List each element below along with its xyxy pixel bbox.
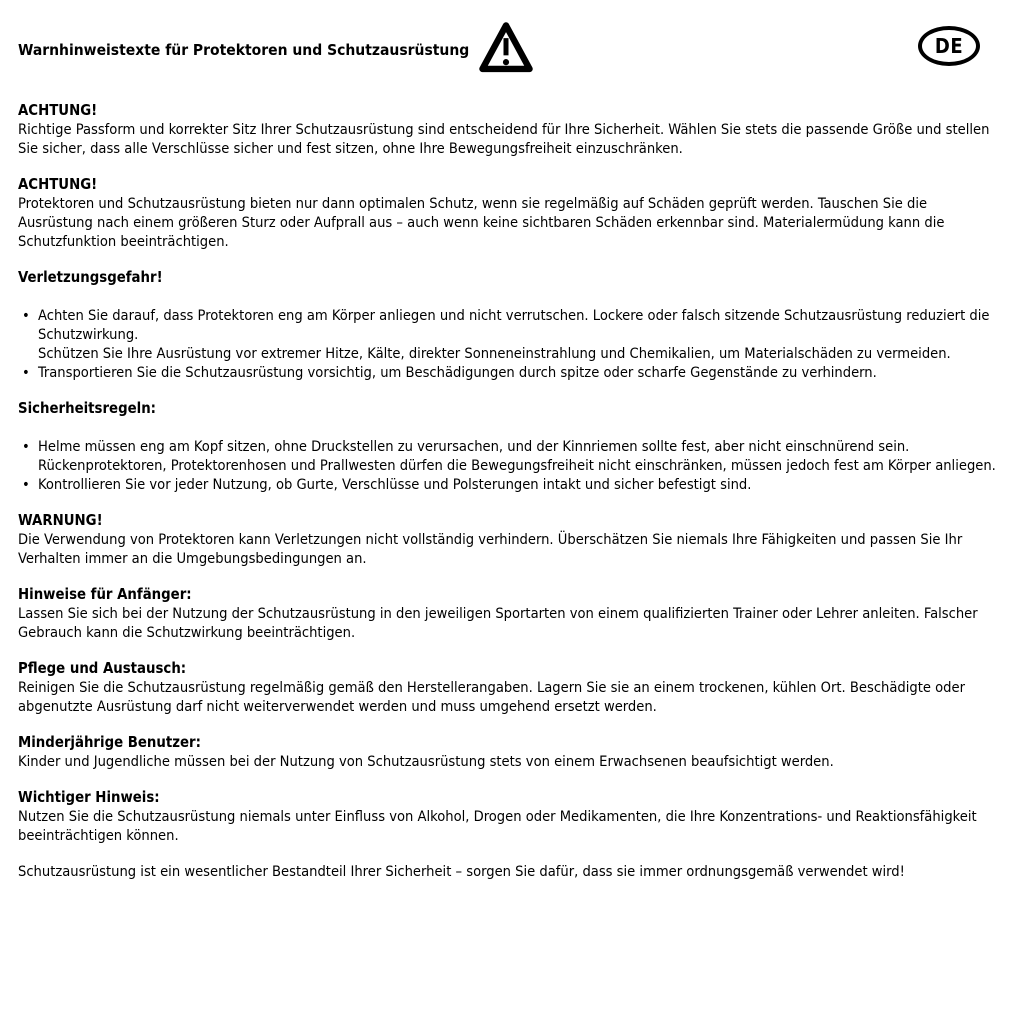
section-content: [18, 807, 998, 845]
paragraph: Richtige Passform und korrekter Sitz Ihrer Schutzausrüstung sind entscheidend für Ihre Sicherheit. Wählen Sie stets die passende Größe und stellen Sie sicher, dass alle Verschlüsse sicher und fest sitzen, ohne Ihre Bewegungsfreiheit einzuschränken.: [18, 121, 990, 157]
section-content: [18, 530, 998, 568]
section-heading: Pflege und Austausch:: [18, 660, 187, 677]
paragraph: Reinigen Sie die Schutzausrüstung regelmäßig gemäß den Herstellerangaben. Lagern Sie sie an einem trockenen, kühlen Ort. Beschädigte oder abgenutzte Ausrüstung darf nicht weiterverwendet werden und muss umgehend ersetzt werden.: [18, 679, 965, 715]
document-section: [18, 862, 998, 881]
section-heading: Sicherheitsregeln:: [18, 400, 156, 417]
section-content: [18, 437, 998, 494]
page-title: Warnhinweistexte für Protektoren und Schutzausrüstung: [18, 40, 470, 59]
document-section: [18, 511, 998, 568]
document-section: [18, 399, 998, 494]
bullet-line: Rückenprotektoren, Protektorenhosen und Prallwesten dürfen die Bewegungsfreiheit nicht einschränken, müssen jedoch fest am Körper anliegen.: [38, 457, 996, 474]
document-header: [18, 22, 998, 84]
bullet-item: [18, 475, 998, 494]
language-badge-label: DE: [934, 33, 964, 58]
section-content: [18, 678, 998, 716]
section-content: [18, 862, 998, 881]
section-content: [18, 752, 998, 771]
section-heading: ACHTUNG!: [18, 102, 98, 119]
document-section: [18, 733, 998, 771]
paragraph: Lassen Sie sich bei der Nutzung der Schutzausrüstung in den jeweiligen Sportarten von einem qualifizierten Trainer oder Lehrer anleiten. Falscher Gebrauch kann die Schutzwirkung beeinträchtigen.: [18, 605, 978, 641]
section-heading: WARNUNG!: [18, 512, 103, 529]
bullet-item: [18, 306, 998, 363]
paragraph: Schutzausrüstung ist ein wesentlicher Bestandteil Ihrer Sicherheit – sorgen Sie dafür, dass sie immer ordnungsgemäß verwendet wird!: [18, 863, 905, 880]
document-section: [18, 659, 998, 716]
bullet-line: • Transportieren Sie die Schutzausrüstung vorsichtig, um Beschädigungen durch spitze oder scharfe Gegenstände zu verhindern.: [38, 364, 877, 381]
bullet-line: • Achten Sie darauf, dass Protektoren eng am Körper anliegen und nicht verrutschen. Lockere oder falsch sitzende Schutzausrüstung reduziert die Schutzwirkung.: [38, 307, 990, 343]
bullet-line: • Helme müssen eng am Kopf sitzen, ohne Druckstellen zu verursachen, und der Kinnriemen sollte fest, aber nicht einschnürend sein.: [38, 438, 910, 455]
section-content: [18, 194, 998, 251]
section-content: [18, 604, 998, 642]
bullet-line: • Kontrollieren Sie vor jeder Nutzung, ob Gurte, Verschlüsse und Polsterungen intakt und sicher befestigt sind.: [38, 476, 752, 493]
bullet-list: [18, 437, 998, 494]
bullet-line: Schützen Sie Ihre Ausrüstung vor extremer Hitze, Kälte, direkter Sonneneinstrahlung und Chemikalien, um Materialschäden zu vermeiden.: [38, 345, 951, 362]
section-content: [18, 306, 998, 382]
document-section: [18, 268, 998, 382]
warning-triangle-icon: [477, 20, 535, 78]
section-heading: Minderjährige Benutzer:: [18, 734, 201, 751]
section-heading: ACHTUNG!: [18, 176, 98, 193]
document-section: [18, 101, 998, 158]
paragraph: Nutzen Sie die Schutzausrüstung niemals unter Einfluss von Alkohol, Drogen oder Medikamenten, die Ihre Konzentrations- und Reaktionsfähigkeit beeinträchtigen können.: [18, 808, 977, 844]
section-heading: Hinweise für Anfänger:: [18, 586, 192, 603]
document-section: [18, 175, 998, 251]
section-content: [18, 120, 998, 158]
bullet-item: [18, 437, 998, 475]
paragraph: Kinder und Jugendliche müssen bei der Nutzung von Schutzausrüstung stets von einem Erwachsenen beaufsichtigt werden.: [18, 753, 834, 770]
paragraph: Die Verwendung von Protektoren kann Verletzungen nicht vollständig verhindern. Überschätzen Sie niemals Ihre Fähigkeiten und passen Sie Ihr Verhalten immer an die Umgebungsbedingungen an.: [18, 531, 963, 567]
document-section: [18, 788, 998, 845]
language-badge: [918, 26, 980, 66]
bullet-list: [18, 306, 998, 382]
section-heading: Wichtiger Hinweis:: [18, 789, 160, 806]
document-section: [18, 585, 998, 642]
paragraph: Protektoren und Schutzausrüstung bieten nur dann optimalen Schutz, wenn sie regelmäßig auf Schäden geprüft werden. Tauschen Sie die Ausrüstung nach einem größeren Sturz oder Aufprall aus – auch wenn keine sichtbaren Schäden erkennbar sind. Materialermüdung kann die Schutzfunktion beeinträchtigen.: [18, 195, 945, 250]
section-heading: Verletzungsgefahr!: [18, 269, 163, 286]
document-body: [18, 101, 998, 881]
title-row: [18, 22, 998, 78]
bullet-item: [18, 363, 998, 382]
